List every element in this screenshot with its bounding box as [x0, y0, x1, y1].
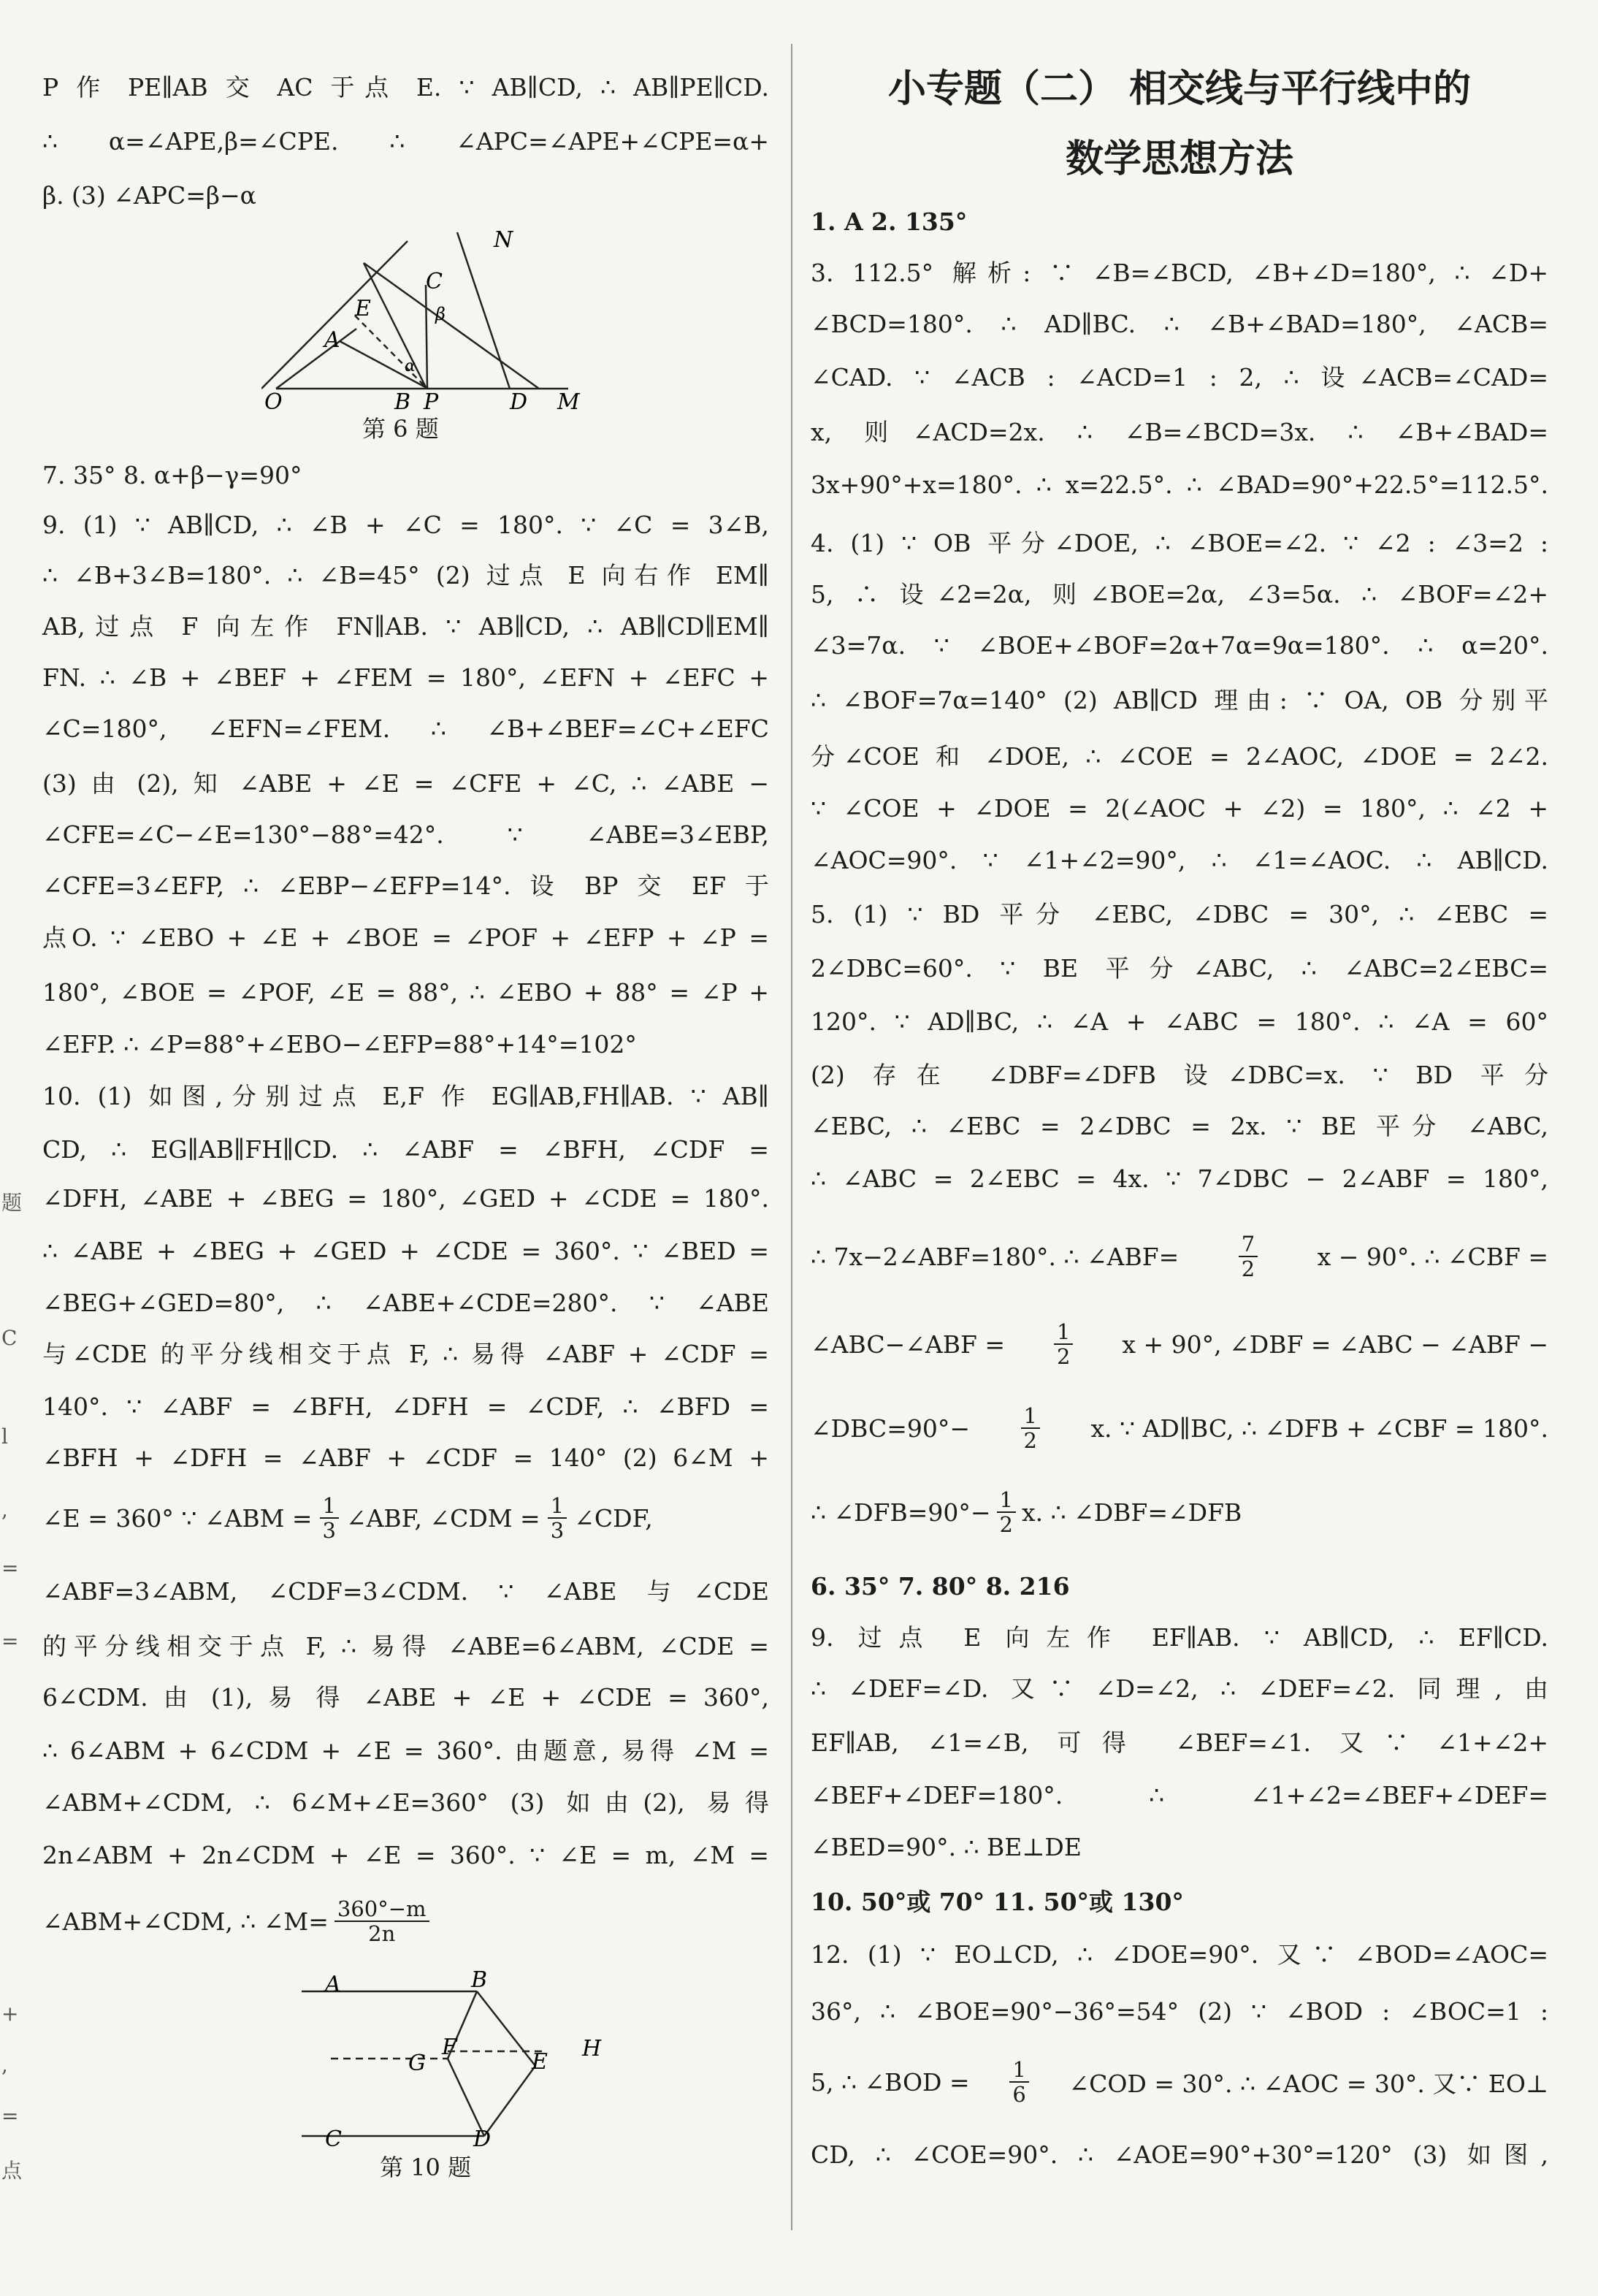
text-line: 2n∠ABM + 2n∠CDM + ∠E = 360°. ∵ ∠E = m, ∠M =: [42, 1841, 769, 1869]
text-line: 2∠DBC=60°. ∵ BE 平分∠ABC, ∴ ∠ABC=2∠EBC=: [811, 954, 1548, 983]
edge-glyph: +: [1, 2002, 19, 2026]
text-line: 10. (1) 如图,分别过点 E,F 作 EG∥AB,FH∥AB. ∵ AB∥: [42, 1082, 769, 1110]
numerator: 7: [1239, 1232, 1258, 1257]
text-segment: x + 90°, ∠DBF = ∠ABC − ∠ABF −: [1122, 1330, 1548, 1359]
text-line: ∵ ∠COE + ∠DOE = 2(∠AOC + ∠2) = 180°, ∴ ∠2 +: [811, 794, 1548, 823]
text-line: ∠CFE=3∠EFP, ∴ ∠EBP−∠EFP=14°. 设 BP 交 EF 于: [42, 872, 769, 900]
text-line: x, 则∠ACD=2x. ∴ ∠B=∠BCD=3x. ∴ ∠B+∠BAD=: [811, 418, 1548, 446]
text-line: 6∠CDM. 由 (1), 易 得 ∠ABE + ∠E + ∠CDE = 360°,: [42, 1683, 769, 1712]
text-line: ∠ABM+∠CDM, ∴ 6∠M+∠E=360° (3) 如由(2), 易得: [42, 1788, 769, 1817]
denominator: 6: [1012, 2082, 1026, 2107]
text-segment: ∠CDF,: [574, 1503, 653, 1533]
numerator: 1: [320, 1494, 339, 1519]
text-line: EF∥AB, ∠1=∠B, 可得 ∠BEF=∠1. 又∵ ∠1+∠2+: [811, 1728, 1548, 1757]
numerator: 1: [548, 1494, 567, 1519]
denominator: 2: [1241, 1256, 1255, 1281]
text-line: AB,过点 F 向左作 FN∥AB. ∵ AB∥CD, ∴ AB∥CD∥EM∥: [42, 612, 769, 641]
edge-glyph: =: [1, 1556, 19, 1580]
text-line: 180°, ∠BOE = ∠POF, ∠E = 88°, ∴ ∠EBO + 88° = ∠P +: [42, 978, 769, 1007]
text-line: 9. 过点 E 向左作 EF∥AB. ∵ AB∥CD, ∴ EF∥CD.: [811, 1623, 1548, 1652]
figure-10-diagram: [280, 1965, 623, 2162]
text-segment: ∠COD = 30°. ∴ ∠AOC = 30°. 又∵ EO⊥: [1068, 2069, 1548, 2098]
denominator: 2n: [368, 1921, 396, 1946]
edge-glyph: =: [1, 1629, 19, 1653]
text-segment: ∴ 7x−2∠ABF=180°. ∴ ∠ABF=: [811, 1242, 1180, 1271]
fraction-line: [811, 1315, 1548, 1373]
text-line: ∴ ∠B+3∠B=180°. ∴ ∠B=45° (2) 过点 E 向右作 EM∥: [42, 561, 769, 590]
text-line: 分∠COE 和 ∠DOE, ∴ ∠COE = 2∠AOC, ∠DOE = 2∠2.: [811, 742, 1548, 771]
text-line: 12. (1) ∵ EO⊥CD, ∴ ∠DOE=90°. 又∵ ∠BOD=∠AOC=: [811, 1940, 1548, 1969]
label-C: C: [325, 2127, 342, 2152]
label-G: G: [408, 2051, 426, 2076]
section-title: 小专题（二） 相交线与平行线中的: [887, 67, 1472, 111]
text-line: ∠CFE=∠C−∠E=130°−88°=42°. ∵ ∠ABE=3∠EBP,: [42, 820, 769, 849]
text-segment: ∴ ∠DFB=90°−: [811, 1498, 991, 1527]
text-line: ∠DFH, ∠ABE + ∠BEG = 180°, ∠GED + ∠CDE = 180°.: [42, 1184, 769, 1213]
figure-6-diagram: [261, 226, 597, 416]
denominator: 2: [1056, 1344, 1071, 1369]
text-line: ∠BED=90°. ∴ BE⊥DE: [811, 1833, 1082, 1861]
text-line: ∴ 6∠ABM + 6∠CDM + ∠E = 360°. 由题意, 易得 ∠M =: [42, 1736, 769, 1765]
figure-10-caption: 第 10 题: [380, 2154, 472, 2181]
figure-6-caption: 第 6 题: [362, 415, 439, 443]
text-line: 5, ∴ 设∠2=2α, 则∠BOE=2α, ∠3=5α. ∴ ∠BOF=∠2+: [811, 580, 1548, 609]
denominator: 3: [550, 1518, 565, 1543]
label-C: C: [426, 269, 443, 294]
text-segment: ∠DBC=90°−: [811, 1414, 971, 1443]
label-N: N: [494, 227, 513, 253]
label-D: D: [510, 389, 528, 415]
text-line: ∠C=180°, ∠EFN=∠FEM. ∴ ∠B+∠BEF=∠C+∠EFC: [42, 714, 769, 743]
text-line: 140°. ∵ ∠ABF = ∠BFH, ∠DFH = ∠CDF, ∴ ∠BFD =: [42, 1392, 769, 1421]
fraction: [1021, 1404, 1040, 1452]
label-D: D: [473, 2127, 492, 2152]
text-line: 10. 50°或 70° 11. 50°或 130°: [811, 1888, 1184, 1916]
text-line: 点O. ∵ ∠EBO + ∠E + ∠BOE = ∠POF + ∠EFP + ∠P =: [42, 923, 769, 952]
text-segment: x − 90°. ∴ ∠CBF =: [1317, 1242, 1548, 1271]
fraction: [548, 1494, 567, 1542]
fraction: [1054, 1320, 1073, 1368]
edge-glyph: =: [1, 2104, 19, 2128]
numerator: 1: [997, 1488, 1016, 1513]
fraction-line: [811, 1483, 1242, 1541]
text-line: β. (3) ∠APC=β−α: [42, 181, 256, 210]
label-F: F: [442, 2034, 457, 2060]
text-line: 120°. ∵ AD∥BC, ∴ ∠A + ∠ABC = 180°. ∴ ∠A = 60°: [811, 1007, 1548, 1036]
text-line: ∠BFH + ∠DFH = ∠ABF + ∠CDF = 140° (2) 6∠M +: [42, 1443, 769, 1472]
text-segment: ∠E = 360° ∵ ∠ABM =: [42, 1503, 313, 1533]
fraction-line: [811, 1227, 1548, 1286]
text-segment: x. ∵ AD∥BC, ∴ ∠DFB + ∠CBF = 180°.: [1090, 1414, 1548, 1443]
fraction: [1009, 2058, 1028, 2106]
text-line: ∠EFP. ∴ ∠P=88°+∠EBO−∠EFP=88°+14°=102°: [42, 1030, 637, 1059]
edge-glyph: 点: [1, 2159, 23, 2183]
text-line: ∴ ∠ABC = 2∠EBC = 4x. ∵ 7∠DBC − 2∠ABF = 180°,: [811, 1164, 1548, 1193]
text-segment: 5, ∴ ∠BOD =: [811, 2067, 970, 2097]
edge-glyph: l: [1, 1424, 8, 1449]
label-B: B: [394, 389, 411, 415]
text-line: (3) 由 (2), 知 ∠ABE + ∠E = ∠CFE + ∠C, ∴ ∠ABE −: [42, 769, 769, 798]
text-segment: ∠ABF, ∠CDM =: [345, 1503, 540, 1533]
edge-glyph: ,: [1, 2053, 8, 2077]
denominator: 3: [322, 1518, 336, 1543]
label-B: B: [471, 1967, 488, 1993]
text-line: ∴ ∠BOF=7α=140° (2) AB∥CD 理由: ∵ OA, OB 分别平: [811, 686, 1548, 714]
text-line: ∠CAD. ∵ ∠ACB : ∠ACD=1 : 2, ∴ 设∠ACB=∠CAD=: [811, 363, 1548, 392]
fraction: [1239, 1232, 1258, 1281]
text-line: (2) 存在 ∠DBF=∠DFB 设∠DBC=x. ∵ BD 平分: [811, 1061, 1548, 1089]
text-line: 6. 35° 7. 80° 8. 216: [811, 1572, 1070, 1601]
text-line: 3x+90°+x=180°. ∴ x=22.5°. ∴ ∠BAD=90°+22.5°=112.5°.: [811, 470, 1548, 499]
text-line: ∠BEG+∠GED=80°, ∴ ∠ABE+∠CDE=280°. ∵ ∠ABE: [42, 1289, 769, 1317]
text-line: 36°, ∴ ∠BOE=90°−36°=54° (2) ∵ ∠BOD : ∠BOC=1 :: [811, 1997, 1548, 2026]
label-H: H: [582, 2036, 602, 2062]
fraction-line: [811, 1399, 1548, 1457]
fraction: [997, 1488, 1016, 1536]
text-line: 与∠CDE 的平分线相交于点 F, ∴ 易得 ∠ABF + ∠CDF =: [42, 1340, 769, 1368]
text-segment: x. ∴ ∠DBF=∠DFB: [1022, 1498, 1242, 1527]
text-segment: ∠ABM+∠CDM, ∴ ∠M=: [42, 1907, 329, 1936]
fraction-line: [42, 1490, 653, 1546]
numerator: 1: [1009, 2058, 1028, 2083]
label-A: A: [324, 327, 340, 353]
text-line: FN. ∴ ∠B + ∠BEF + ∠FEM = 180°, ∠EFN + ∠EFC +: [42, 663, 769, 692]
fraction: [334, 1897, 429, 1945]
text-segment: ∠ABC−∠ABF =: [811, 1330, 1006, 1359]
text-line: ∴ ∠ABE + ∠BEG + ∠GED + ∠CDE = 360°. ∵ ∠BED =: [42, 1237, 769, 1265]
text-line: CD, ∴ EG∥AB∥FH∥CD. ∴ ∠ABF = ∠BFH, ∠CDF =: [42, 1135, 769, 1164]
text-line: ∠BEF+∠DEF=180°. ∴ ∠1+∠2=∠BEF+∠DEF=: [811, 1781, 1548, 1809]
label-beta: β: [435, 304, 446, 324]
label-alpha: α: [405, 357, 416, 375]
text-line: 1. A 2. 135°: [811, 207, 968, 236]
text-line: 4. (1) ∵ OB 平分∠DOE, ∴ ∠BOE=∠2. ∵ ∠2 : ∠3=2 :: [811, 529, 1548, 557]
text-line: ∠3=7α. ∵ ∠BOE+∠BOF=2α+7α=9α=180°. ∴ α=20°.: [811, 631, 1548, 660]
text-line: ∠AOC=90°. ∵ ∠1+∠2=90°, ∴ ∠1=∠AOC. ∴ AB∥CD.: [811, 846, 1548, 874]
cut-off-left-edge: [0, 0, 23, 2296]
text-line: 的平分线相交于点 F, ∴ 易得 ∠ABE=6∠ABM, ∠CDE =: [42, 1632, 769, 1660]
text-line: CD, ∴ ∠COE=90°. ∴ ∠AOE=90°+30°=120° (3) 如图,: [811, 2140, 1548, 2169]
label-A: A: [325, 1972, 341, 1997]
text-line: 7. 35° 8. α+β−γ=90°: [42, 461, 302, 489]
label-P: P: [424, 389, 439, 415]
text-line: ∴ α=∠APE,β=∠CPE. ∴ ∠APC=∠APE+∠CPE=α+: [42, 127, 769, 156]
text-line: P 作 PE∥AB 交 AC 于点 E. ∵ AB∥CD, ∴ AB∥PE∥CD.: [42, 73, 769, 102]
text-line: ∠EBC, ∴ ∠EBC = 2∠DBC = 2x. ∵ BE 平分 ∠ABC,: [811, 1112, 1548, 1140]
denominator: 2: [1023, 1428, 1037, 1453]
fraction-line: [42, 1892, 435, 1950]
section-subtitle: 数学思想方法: [1065, 137, 1293, 181]
text-line: ∠ABF=3∠ABM, ∠CDF=3∠CDM. ∵ ∠ABE 与∠CDE: [42, 1577, 769, 1606]
edge-glyph: 题: [1, 1191, 23, 1215]
column-divider: [791, 44, 792, 2230]
fraction-line: [811, 2053, 1548, 2111]
denominator: 2: [999, 1512, 1013, 1537]
label-E: E: [355, 296, 371, 321]
edge-glyph: ,: [1, 1498, 8, 1522]
numerator: 360°−m: [334, 1897, 429, 1922]
label-E: E: [532, 2049, 548, 2075]
text-line: 5. (1) ∵ BD 平分 ∠EBC, ∠DBC = 30°, ∴ ∠EBC =: [811, 900, 1548, 928]
numerator: 1: [1021, 1404, 1040, 1429]
text-line: 9. (1) ∵ AB∥CD, ∴ ∠B + ∠C = 180°. ∵ ∠C = 3∠B,: [42, 511, 769, 539]
fraction: [320, 1494, 339, 1542]
text-line: ∠BCD=180°. ∴ AD∥BC. ∴ ∠B+∠BAD=180°, ∠ACB=: [811, 310, 1548, 338]
label-M: M: [557, 389, 580, 415]
text-line: ∴ ∠DEF=∠D. 又∵ ∠D=∠2, ∴ ∠DEF=∠2. 同理, 由: [811, 1674, 1548, 1703]
label-O: O: [264, 389, 283, 415]
numerator: 1: [1054, 1320, 1073, 1345]
edge-glyph: C: [1, 1326, 18, 1350]
text-line: 3. 112.5° 解析: ∵ ∠B=∠BCD, ∠B+∠D=180°, ∴ ∠D+: [811, 259, 1548, 287]
